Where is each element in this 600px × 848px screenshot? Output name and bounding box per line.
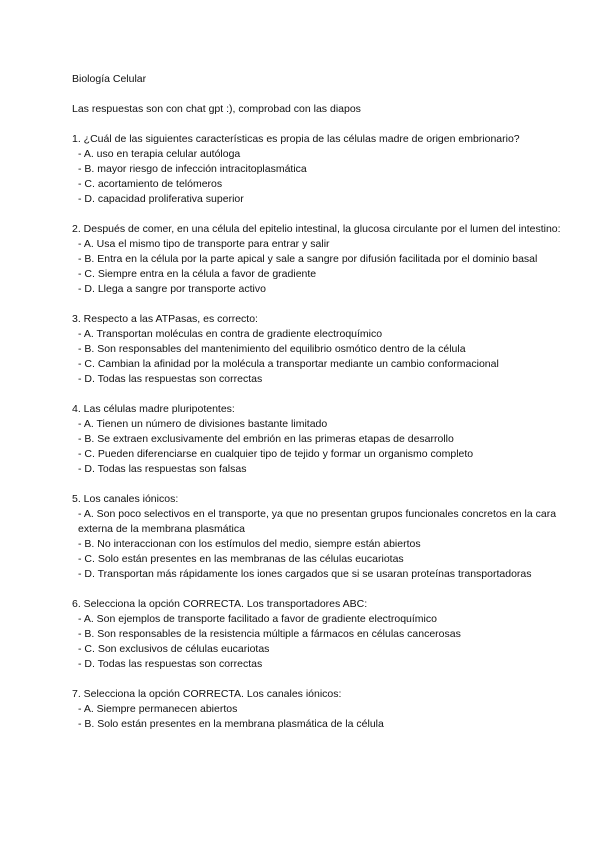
answer-option: - D. Transportan más rápidamente los iones cargados que si se usaran proteínas transportadoras xyxy=(78,568,532,580)
question-text: 4. Las células madre pluripotentes: xyxy=(72,403,235,415)
answer-option: - A. Son poco selectivos en el transporte, ya que no presentan grupos funcionales concretos en la cara externa de la membrana plasmática xyxy=(78,508,557,535)
answer-option: - A. Siempre permanecen abiertos xyxy=(78,703,238,715)
answer-option: - D. Llega a sangre por transporte activo xyxy=(78,283,266,295)
document-title: Biología Celular xyxy=(72,73,147,85)
answer-option: - C. Son exclusivos de células eucariotas xyxy=(78,643,270,655)
answer-option: - B. Se extraen exclusivamente del embrión en las primeras etapas de desarrollo xyxy=(78,433,454,445)
answer-option: - C. Pueden diferenciarse en cualquier tipo de tejido y formar un organismo completo xyxy=(78,448,474,460)
question-7 xyxy=(72,687,570,732)
answer-option: - C. Solo están presentes en las membranas de las células eucariotas xyxy=(78,553,404,565)
answer-option: - B. Entra en la célula por la parte apical y sale a sangre por difusión facilitada por el dominio basal xyxy=(78,253,538,265)
answer-option: - A. Usa el mismo tipo de transporte para entrar y salir xyxy=(78,238,330,250)
question-text: 6. Selecciona la opción CORRECTA. Los transportadores ABC: xyxy=(72,598,368,610)
answer-option: - D. Todas las respuestas son falsas xyxy=(78,463,247,475)
question-text: 1. ¿Cuál de las siguientes características es propia de las células madre de origen embrionario? xyxy=(72,133,520,145)
answer-option: - D. Todas las respuestas son correctas xyxy=(78,658,263,670)
question-2 xyxy=(72,222,570,297)
answer-option: - A. Tienen un número de divisiones bastante limitado xyxy=(78,418,328,430)
question-6 xyxy=(72,597,570,672)
question-text: 2. Después de comer, en una célula del epitelio intestinal, la glucosa circulante por el lumen del intestino: xyxy=(72,223,561,235)
question-5 xyxy=(72,492,570,582)
answer-option: - D. Todas las respuestas son correctas xyxy=(78,373,263,385)
answer-option: - D. capacidad proliferativa superior xyxy=(78,193,244,205)
answer-option: - A. Son ejemplos de transporte facilitado a favor de gradiente electroquímico xyxy=(78,613,437,625)
question-text: 3. Respecto a las ATPasas, es correcto: xyxy=(72,313,258,325)
answer-option: - B. Son responsables de la resistencia múltiple a fármacos en células cancerosas xyxy=(78,628,461,640)
answer-option: - C. acortamiento de telómeros xyxy=(78,178,223,190)
document-subtitle: Las respuestas son con chat gpt :), comprobad con las diapos xyxy=(72,103,361,115)
question-text: 7. Selecciona la opción CORRECTA. Los canales iónicos: xyxy=(72,688,342,700)
answer-option: - C. Cambian la afinidad por la molécula a transportar mediante un cambio conformacional xyxy=(78,358,499,370)
answer-option: - B. No interaccionan con los estímulos del medio, siempre están abiertos xyxy=(78,538,421,550)
answer-option: - A. Transportan moléculas en contra de gradiente electroquímico xyxy=(78,328,383,340)
question-4 xyxy=(72,402,570,477)
answer-option: - B. Solo están presentes en la membrana plasmática de la célula xyxy=(78,718,384,730)
answer-option: - B. Son responsables del mantenimiento del equilibrio osmótico dentro de la célula xyxy=(78,343,466,355)
question-text: 5. Los canales iónicos: xyxy=(72,493,179,505)
question-3 xyxy=(72,312,570,387)
answer-option: - A. uso en terapia celular autóloga xyxy=(78,148,241,160)
answer-option: - C. Siempre entra en la célula a favor de gradiente xyxy=(78,268,317,280)
answer-option: - B. mayor riesgo de infección intracitoplasmática xyxy=(78,163,307,175)
question-1 xyxy=(72,132,570,207)
